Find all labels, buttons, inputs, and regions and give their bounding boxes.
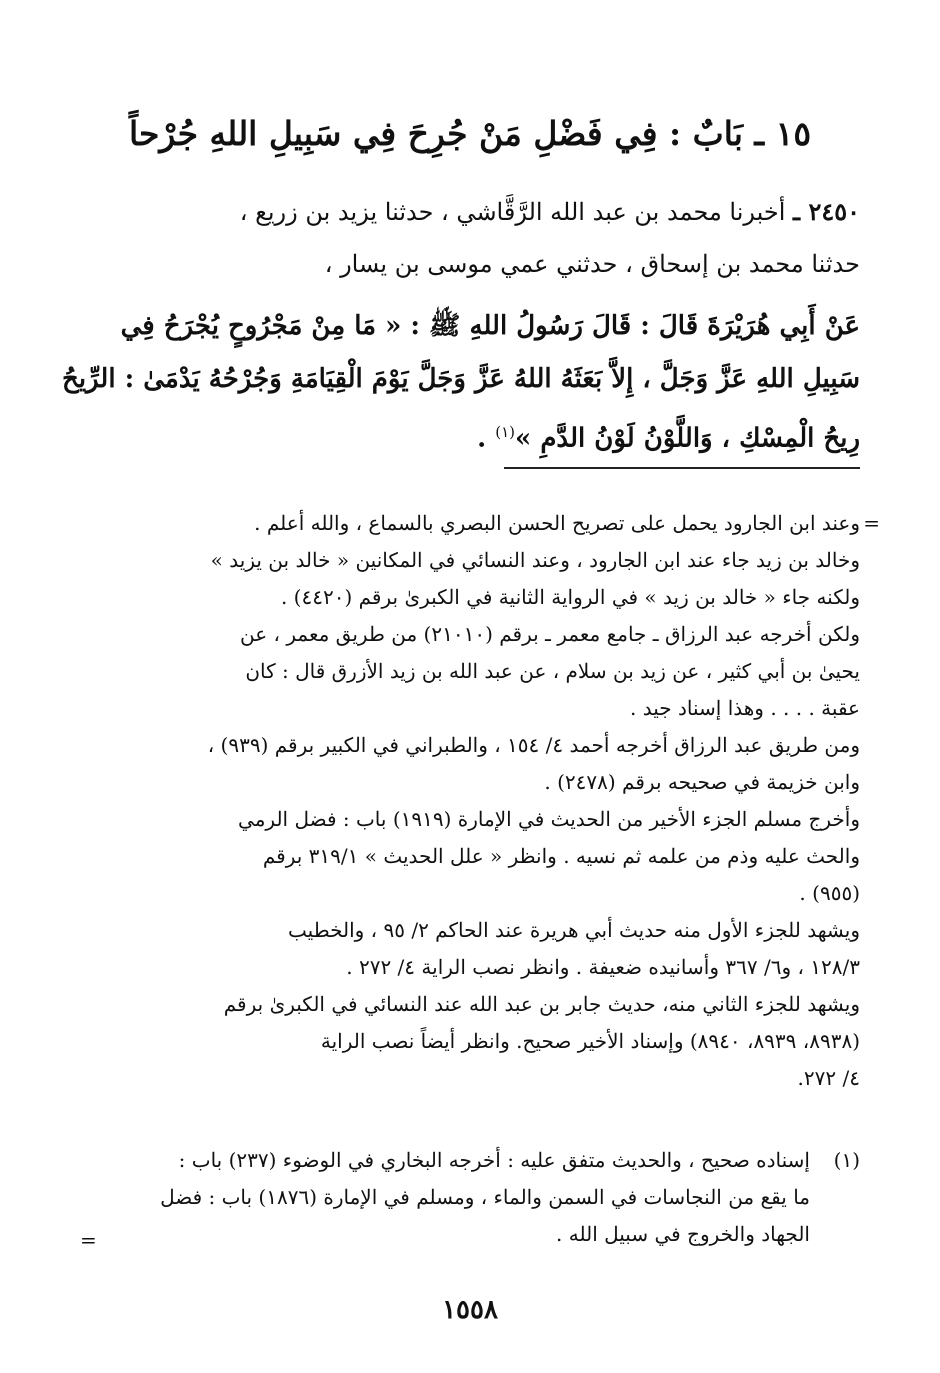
matn-line-2: سَبِيلِ اللهِ عَزَّ وَجَلَّ ، إِلاَّ بَعَثَهُ اللهُ عَزَّ وَجَلَّ يَوْمَ الْقِيَامَةِ وَجُرْحُهُ يَدْمَىٰ : الرِّيحُ xyxy=(62,364,860,394)
page-number: ١٥٥٨ xyxy=(442,1295,498,1325)
hadith-matn xyxy=(62,300,860,466)
matn-line-3-text: رِيحُ الْمِسْكِ ، وَاللَّوْنُ لَوْنُ الدَّمِ » xyxy=(515,423,860,454)
note-line: ٤/ ٢٧٢. xyxy=(797,1066,860,1090)
note-line: وخالد بن زيد جاء عند ابن الجارود ، وعند النسائي في المكانين « خالد بن يزيد » xyxy=(210,548,860,572)
matn-line-3 xyxy=(80,406,860,466)
note-line: ولكنه جاء « خالد بن زيد » في الرواية الثانية في الكبرىٰ برقم (٤٤٢٠) . xyxy=(280,585,860,609)
isnad-line-1-text: أخبرنا محمد بن عبد الله الرَّقَّاشي ، حدثنا يزيد بن زريع ، xyxy=(239,198,786,226)
note-line: ١٢٨/٣ ، و٦/ ٣٦٧ وأسانيده ضعيفة . وانظر نصب الراية ٤/ ٢٧٢ . xyxy=(346,955,860,979)
footnote-1 xyxy=(80,1142,810,1253)
footnote-line: الجهاد والخروج في سبيل الله . xyxy=(556,1222,810,1246)
footnote-line: إسناده صحيح ، والحديث متفق عليه : أخرجه البخاري في الوضوء (٢٣٧) باب : xyxy=(178,1148,810,1172)
footnote-separator xyxy=(504,467,860,469)
note-line: يحيىٰ بن أبي كثير ، عن زيد بن سلام ، عن عبد الله بن زيد الأزرق قال : كان xyxy=(245,659,860,683)
isnad-line-2: حدثنا محمد بن إسحاق ، حدثني عمي موسى بن يسار ، xyxy=(324,250,860,278)
note-line: (٨٩٣٨، ٨٩٣٩، ٨٩٤٠) وإسناد الأخير صحيح. وانظر أيضاً نصب الراية xyxy=(320,1029,860,1053)
hadith-number: ٢٤٥٠ ـ xyxy=(793,197,860,226)
chapter-title: ١٥ ـ بَابٌ : فِي فَضْلِ مَنْ جُرِحَ فِي سَبِيلِ اللهِ جُرْحاً xyxy=(128,114,812,153)
note-line: وعند ابن الجارود يحمل على تصريح الحسن البصري بالسماع ، والله أعلم . xyxy=(254,511,860,535)
hadith-isnad xyxy=(80,186,860,290)
footnote-line: ما يقع من النجاسات في السمن والماء ، ومسلم في الإمارة (١٨٧٦) باب : فضل xyxy=(160,1185,810,1209)
note-line: عقبة . . . . وهذا إسناد جيد . xyxy=(630,696,860,720)
matn-line-3-end: . xyxy=(477,423,496,454)
matn-line-1: عَنْ أَبِي هُرَيْرَةَ قَالَ : قَالَ رَسُولُ اللهِ ﷺ : « مَا مِنْ مَجْرُوحٍ يُجْرَحُ فِي xyxy=(120,311,860,341)
note-line: وأخرج مسلم الجزء الأخير من الحديث في الإمارة (١٩١٩) باب : فضل الرمي xyxy=(238,807,860,831)
note-line: ويشهد للجزء الأول منه حديث أبي هريرة عند الحاكم ٢/ ٩٥ ، والخطيب xyxy=(288,918,860,942)
continuation-mark-top: = xyxy=(863,511,880,535)
footnote-reference: (١) xyxy=(495,423,516,441)
footnote-marker: (١) xyxy=(833,1148,860,1172)
note-line: والحث عليه وذم من علمه ثم نسيه . وانظر « علل الحديث » ٣١٩/١ برقم xyxy=(262,844,860,868)
isnad-line-1 xyxy=(80,186,860,238)
note-line: ويشهد للجزء الثاني منه، حديث جابر بن عبد الله عند النسائي في الكبرىٰ برقم xyxy=(223,992,860,1016)
note-line: (٩٥٥) . xyxy=(799,881,860,905)
note-line: وابن خزيمة في صحيحه برقم (٢٤٧٨) . xyxy=(544,770,860,794)
continued-footnote-notes xyxy=(80,505,860,1097)
note-line: ولكن أخرجه عبد الرزاق ـ جامع معمر ـ برقم (٢١٠١٠) من طريق معمر ، عن xyxy=(240,622,860,646)
continuation-mark-bottom: = xyxy=(80,1228,97,1252)
note-line: ومن طريق عبد الرزاق أخرجه أحمد ٤/ ١٥٤ ، والطبراني في الكبير برقم (٩٣٩) ، xyxy=(207,733,860,757)
